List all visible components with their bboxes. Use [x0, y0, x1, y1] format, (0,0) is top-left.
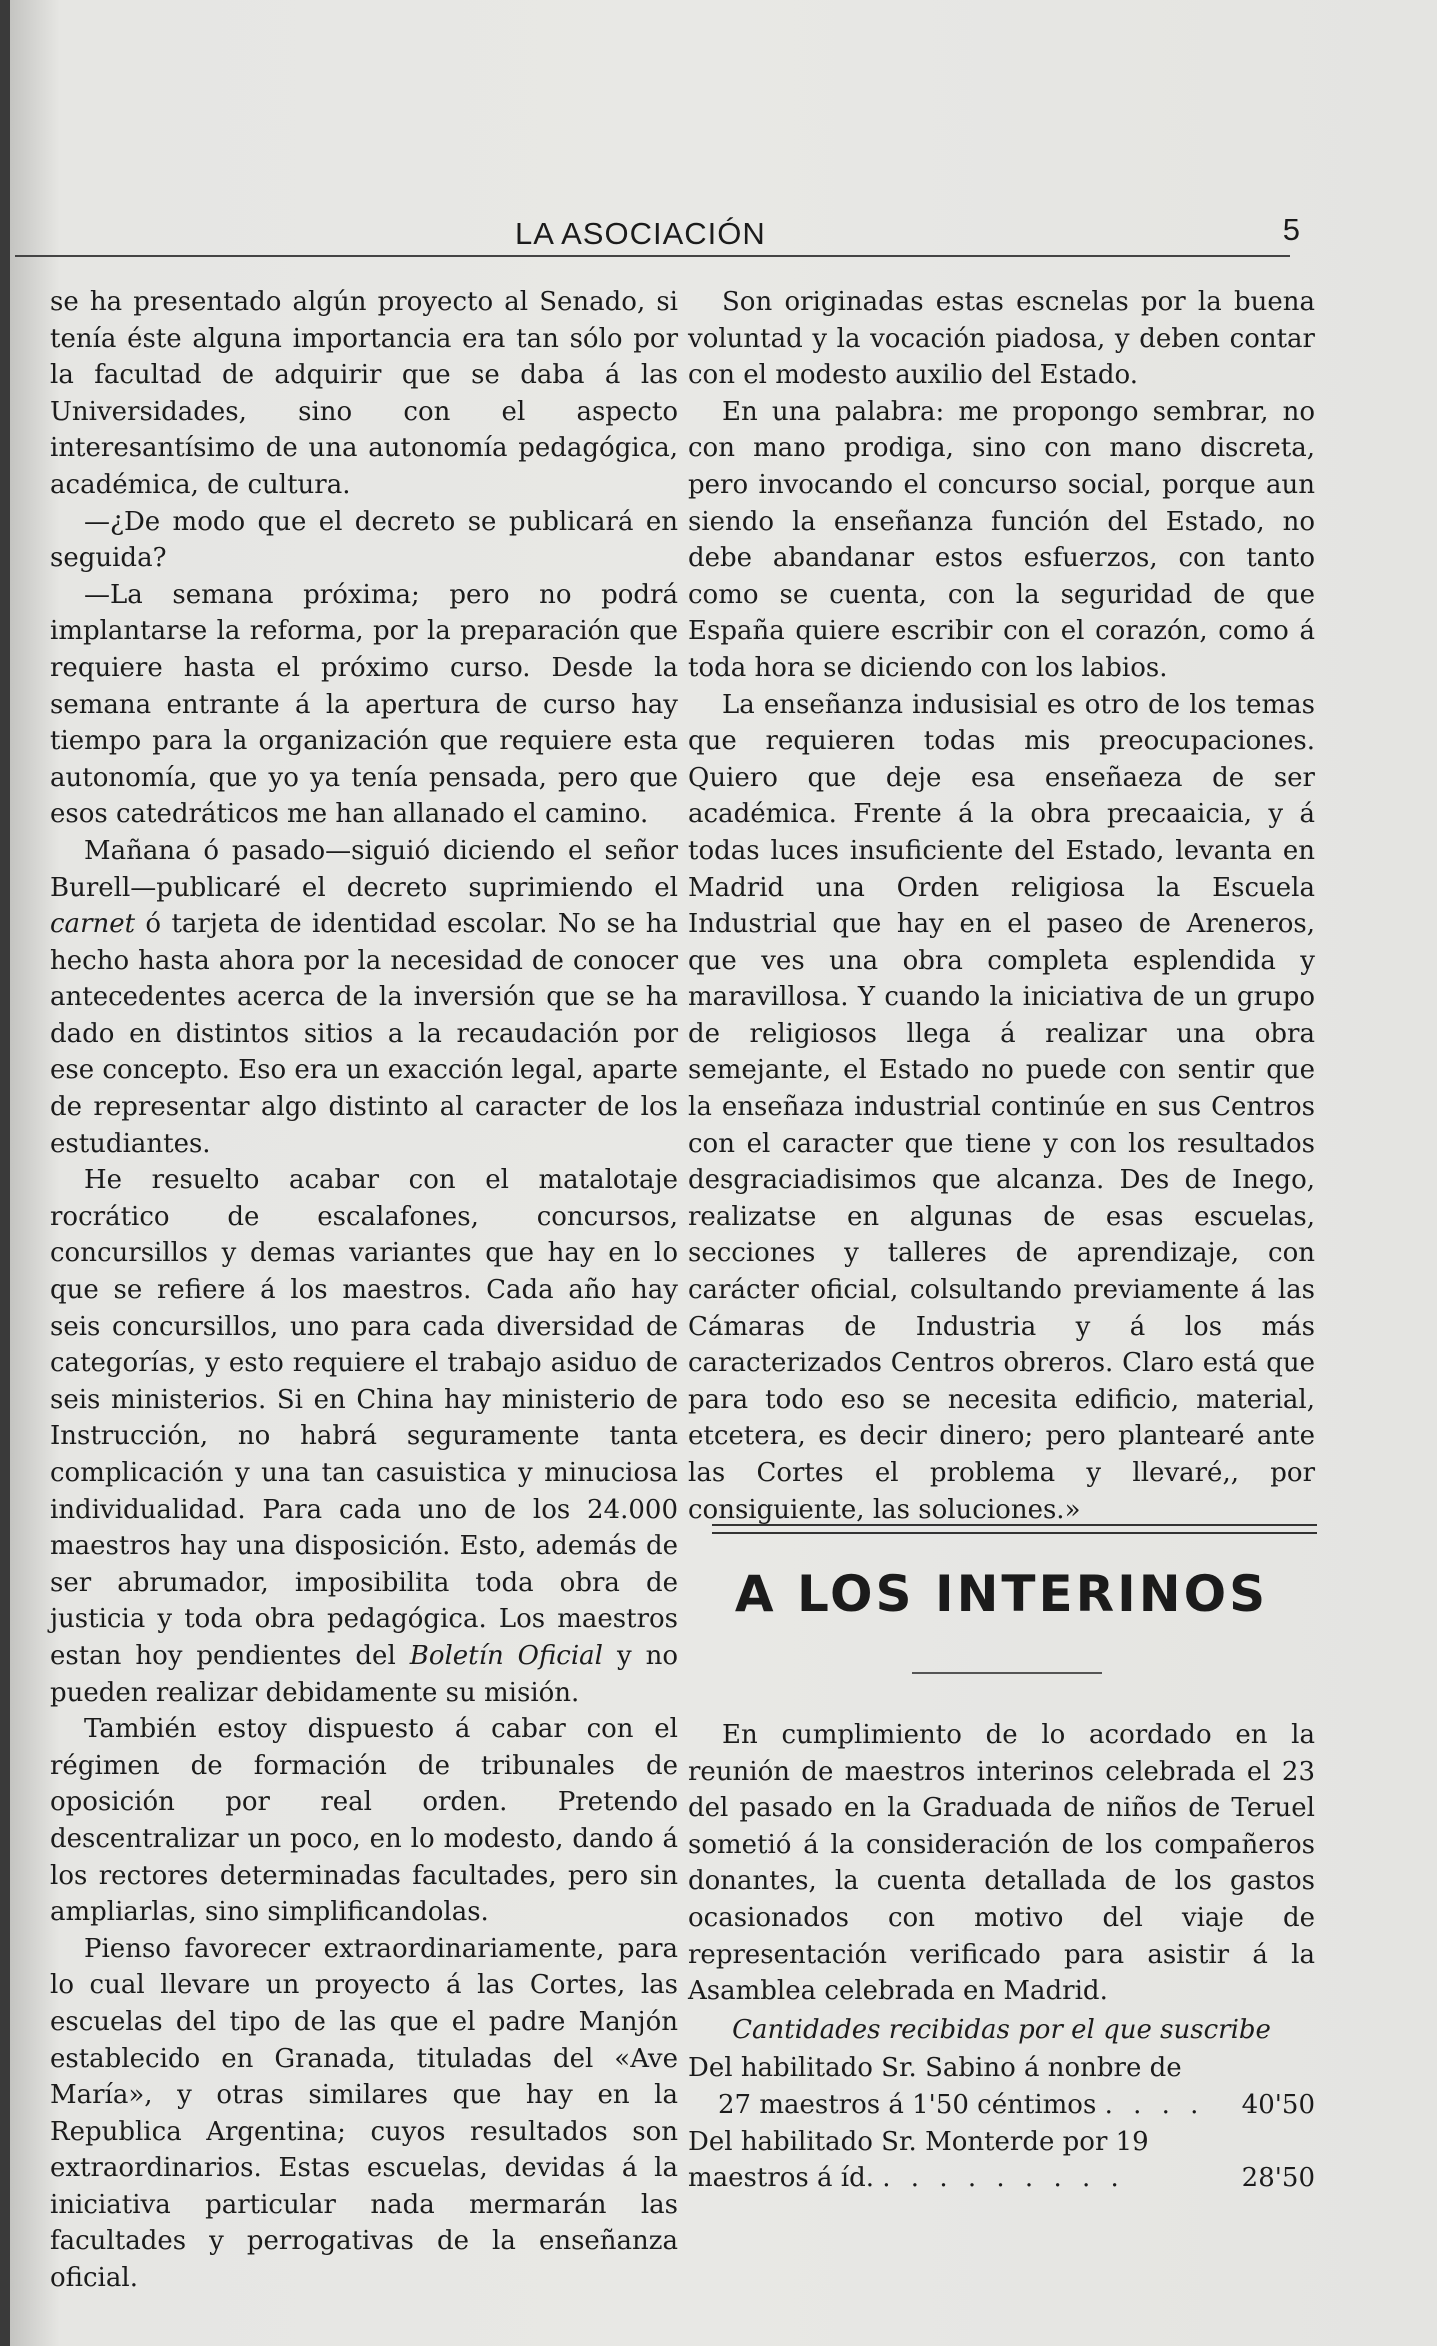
page-number: 5	[1282, 212, 1300, 247]
running-head: LA ASOCIACIÓN	[515, 216, 766, 251]
text-run: Mañana ó pasado—siguió diciendo el señor Burell—publicaré el decreto suprimiendo el	[50, 835, 678, 903]
paragraph: En cumplimiento de lo acordado en la reunión de maestros interinos celebrada el 23 del pasado en la Graduada de niños de Teruel sometió á la consideración de los compañeros donantes, la cuenta detallada de los gastos ocasionados con motivo del viaje de representación verificado para asistir á la Asamblea celebrada en Madrid.	[688, 1720, 1315, 2007]
paragraph: Pienso favorecer extraordinariamente, para lo cual llevare un proyecto á las Cortes, las escuelas del tipo de las que el padre Manjón establecido en Granada, tituladas del «Ave María», y otras similares que hay en la Republica Argentina; cuyos resultados son extraordinarios. Estas escuelas, devidas á la iniciativa particular nada mermarán las facultades y perrogativas de la enseñanza oficial.	[50, 1933, 678, 2294]
italic-term: Boletín Oficial	[409, 1640, 603, 1671]
italic-term: carnet	[50, 909, 136, 940]
entry-detail-text: maestros á íd.	[688, 2163, 875, 2194]
paragraph: —¿De modo que el decreto se publicará en seguida?	[50, 506, 678, 574]
text-run: y no pueden realizar debidamente su misión.	[50, 1640, 678, 1708]
paragraph: se ha presentado algún proyecto al Senado, si tenía éste alguna importancia era tan sólo por la facultad de adquirir que se daba á las Universidades, sino con el aspecto interesantísimo de una autonomía pedagógica, académica, de cultura.	[50, 287, 678, 500]
entry-amount: 40'50	[1241, 2089, 1315, 2120]
dot-leaders: . . . . . . . . .	[882, 2163, 1125, 2194]
notice-column	[688, 1717, 1315, 2197]
dot-leaders: . . . .	[1104, 2089, 1205, 2120]
entry-line	[688, 2087, 1315, 2124]
paragraph: También estoy dispuesto á cabar con el régimen de formación de tribunales de oposición por real orden. Pretendo descentralizar un poco, en lo modesto, dando á los rectores determinadas facultades, pero sin ampliarlas, sino simplificandolas.	[50, 1714, 678, 1928]
paragraph: Son originadas estas escnelas por la buena voluntad y la vocación piadosa, y deben contar con el modesto auxilio del Estado.	[688, 287, 1315, 391]
ledger-entry	[688, 2124, 1315, 2197]
entry-amount: 28'50	[1241, 2163, 1315, 2194]
title-rule	[912, 1672, 1102, 1674]
entry-detail-text: 27 maestros á 1'50 céntimos	[718, 2089, 1097, 2120]
header-rule	[15, 255, 1290, 257]
text-run: ó tarjeta de identidad escolar. No se ha hecho hasta ahora por la necesidad de conocer antecedentes acerca de la inversión que se ha dado en distintos sitios a la recaudación por ese concepto. Eso era un exacción legal, aparte de representar algo distinto al caracter de los estudiantes.	[50, 909, 678, 1159]
subheading: Cantidades recibidas por el que suscribe	[732, 2014, 1271, 2045]
entry-detail	[718, 2087, 1225, 2124]
entry-detail	[688, 2160, 1225, 2197]
entry-description: Del habilitado Sr. Monterde por 19	[688, 2126, 1149, 2157]
entry-description: Del habilitado Sr. Sabino á nonbre de	[688, 2053, 1182, 2084]
entry-line	[688, 2160, 1315, 2197]
text-run: He resuelto acabar con el matalotaje rocrático de escalafones, concursos, concursillos y demas variantes que hay en lo que se refiere á los maestros. Cada año hay seis concursillos, uno para cada diversidad de categorías, y esto requiere el trabajo asiduo de seis ministerios. Si en China hay ministerio de Instrucción, no habrá seguramente tanta complicación y una tan casuistica y minuciosa individualidad. Para cada uno de los 24.000 maestros hay una disposición. Esto, además de ser abrumador, imposibilita toda obra de justicia y toda obra pedagógica. Los maestros estan hoy pendientes del	[50, 1165, 678, 1671]
left-column	[50, 284, 678, 2297]
section-title: A LOS INTERINOS	[734, 1565, 1269, 1623]
paragraph: —La semana próxima; pero no podrá implantarse la reforma, por la preparación que requiere hasta el próximo curso. Desde la semana entrante á la apertura de curso hay tiempo para la organización que requiere esta autonomía, que yo ya tenía pensada, pero que esos catedráticos me han allanado el camino.	[50, 579, 678, 830]
paragraph: La enseñanza indusisial es otro de los temas que requieren todas mis preocupaciones. Quiero que deje esa enseñaeza de ser académica. Frente á la obra precaaicia, y á todas luces insuficiente del Estado, levanta en Madrid una Orden religiosa la Escuela Industrial que hay en el paseo de Areneros, que ves una obra completa esplendida y maravillosa. Y cuando la iniciativa de un grupo de religiosos llega á realizar una obra semejante, el Estado no puede con sentir que la enseñaza industrial continúe en sus Centros con el caracter que tiene y con los resultados desgraciadisimos que alcanza. Des de Inego, realizatse en algunas de esas escuelas, secciones y talleres de aprendizaje, con carácter oficial, colsultando previamente á las Cámaras de Industria y á los más caracterizados Centros obreros. Claro está que para todo eso se necesita edificio, material, etcetera, es decir dinero; pero plantearé ante las Cortes el problema y llevaré,, por consiguiente, las soluciones.»	[688, 689, 1315, 1525]
paragraph: En una palabra: me propongo sembrar, no con mano prodiga, sino con mano discreta, pero invocando el concurso social, porque aun siendo la enseñanza función del Estado, no debe abandanar estos esfuerzos, con tanto como se cuenta, con la seguridad de que España quiere escribir con el corazón, como á toda hora se diciendo con los labios.	[688, 396, 1315, 683]
right-column	[688, 284, 1315, 1528]
section-divider	[712, 1524, 1317, 1534]
binding-edge	[0, 0, 10, 2346]
ledger-entry	[688, 2050, 1315, 2123]
paragraph	[50, 833, 678, 1162]
paragraph	[50, 1162, 678, 1711]
